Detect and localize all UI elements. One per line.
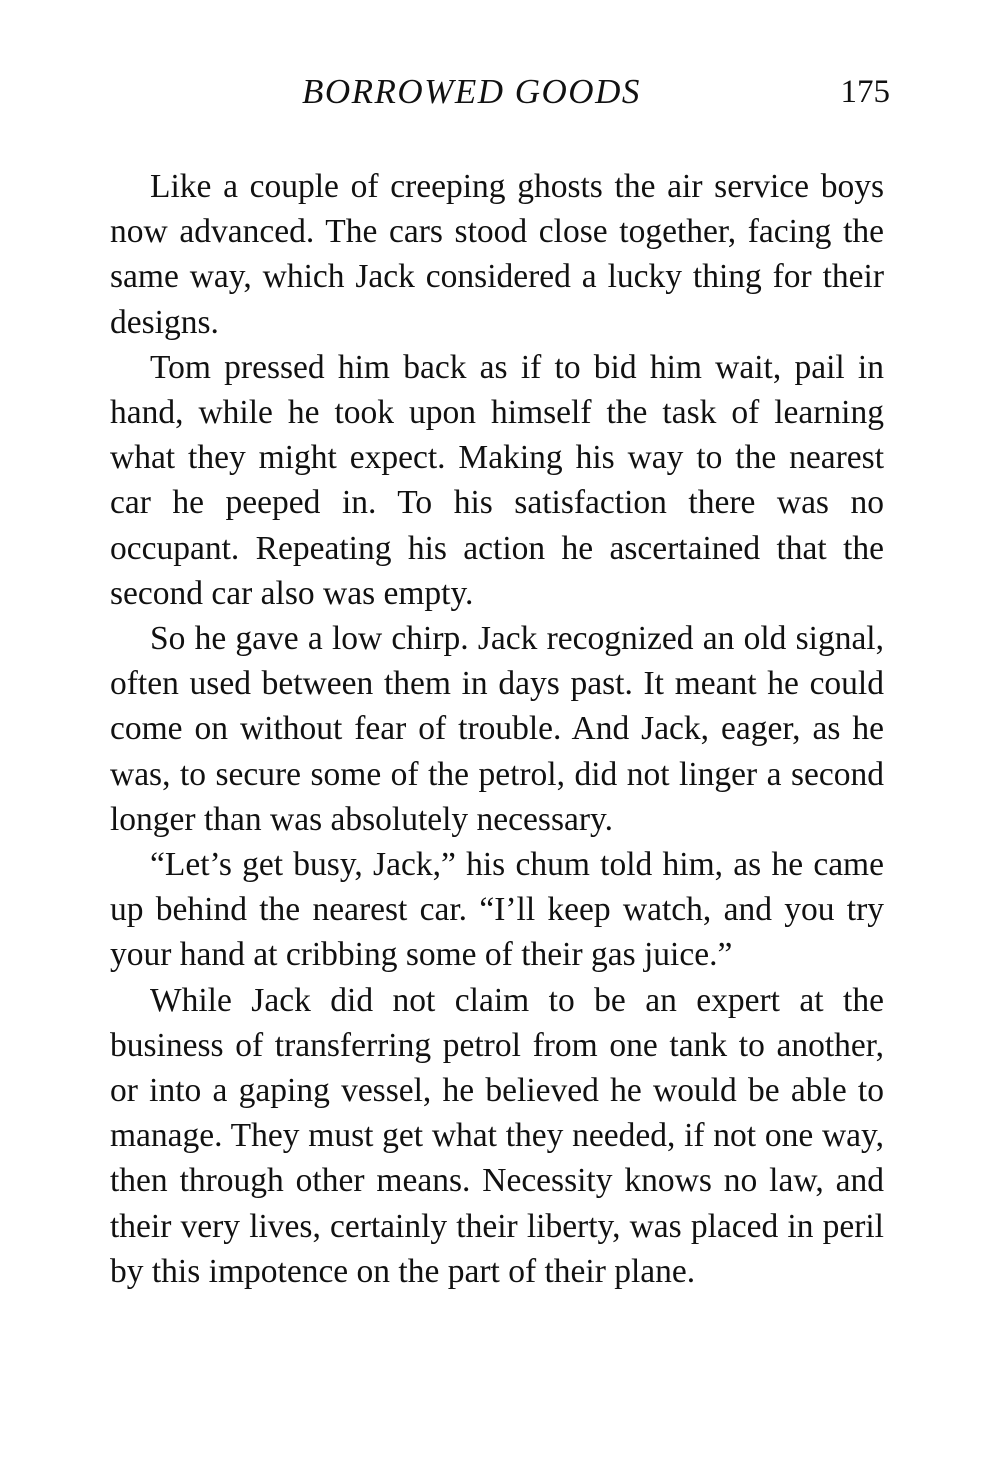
- page-number: 175: [840, 74, 890, 110]
- paragraph: Like a couple of creeping ghosts the air service boys now advanced. The cars stood close together, facing the same way, which Jack considered a lucky thing for their designs.: [110, 168, 884, 341]
- running-header: [110, 70, 890, 114]
- body-text: [110, 164, 884, 1294]
- paragraph: Tom pressed him back as if to bid him wait, pail in hand, while he took upon himself the task of learning what they might expect. Making his way to the nearest car he peeped in. To his satisfaction there was no occupant. Repeating his action he ascertained that the second car also was empty.: [110, 348, 884, 612]
- paragraph: “Let’s get busy, Jack,” his chum told him, as he came up behind the nearest car. “I’ll keep watch, and you try your hand at cribbing some of their gas juice.”: [110, 846, 884, 974]
- paragraph: While Jack did not claim to be an expert at the business of transferring petrol from one tank to another, or into a gaping vessel, he believed he would be able to manage. They must get what they needed, if not one way, then through other means. Necessity knows no law, and their very lives, certainly their liberty, was placed in peril by this impotence on the part of their plane.: [110, 981, 884, 1290]
- running-title: BORROWED GOODS: [302, 72, 641, 111]
- paragraph: So he gave a low chirp. Jack recognized an old signal, often used between them in days past. It meant he could come on without fear of trouble. And Jack, eager, as he was, to secure some of the petrol, did not linger a second longer than was absolutely necessary.: [110, 620, 884, 838]
